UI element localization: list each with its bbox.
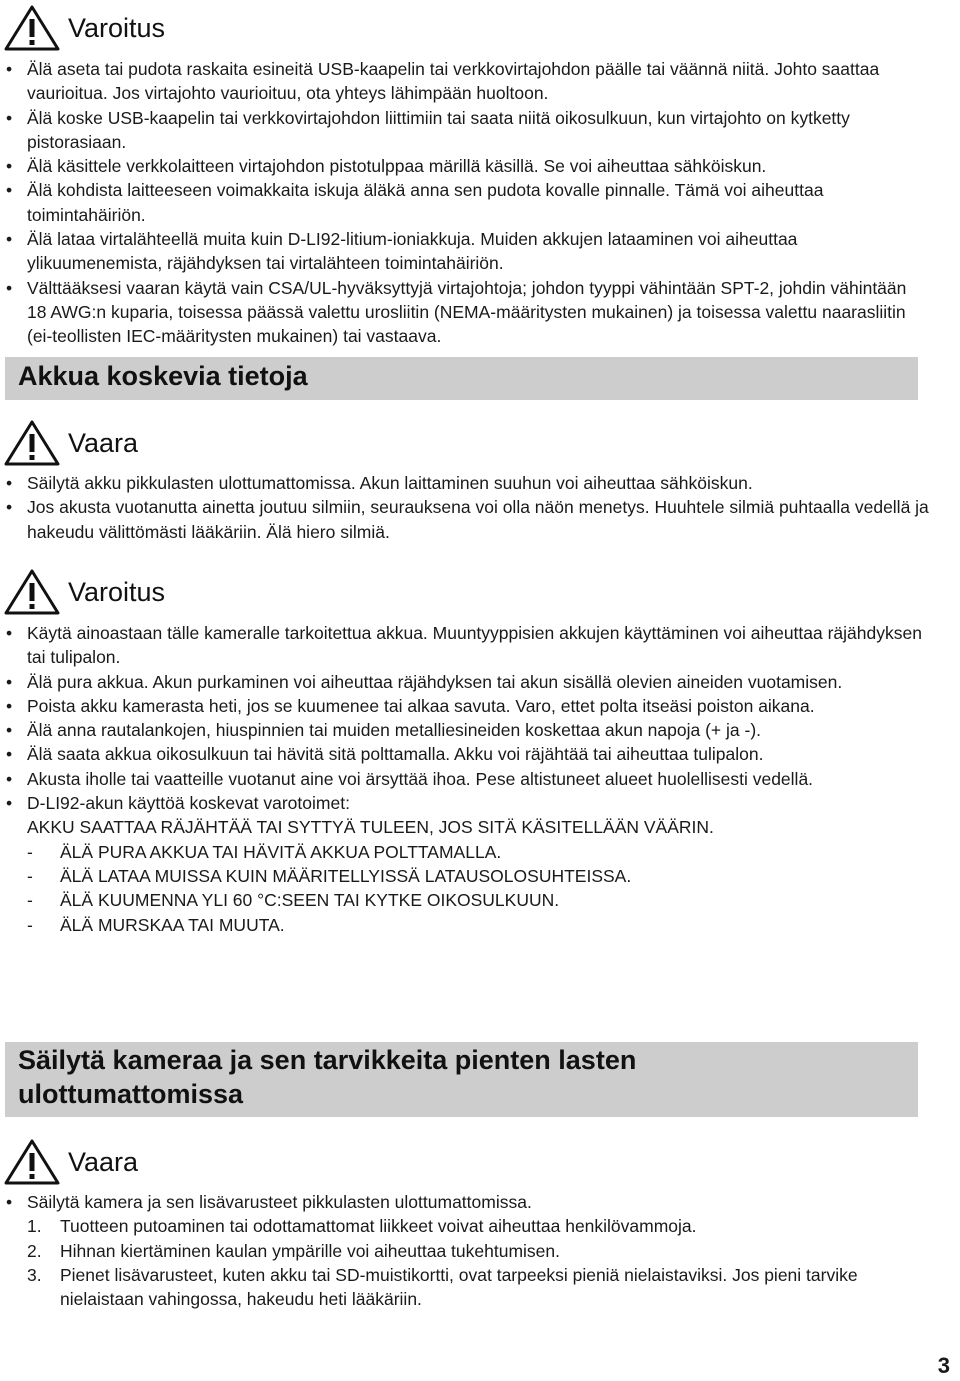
page-number: 3: [937, 1353, 950, 1378]
battery-danger-list: [0, 471, 930, 544]
list-item: • Älä koske USB-kaapelin tai verkkovirtajohdon liittimiin tai saata niitä oikosulkuun, kun virtajohto on kytketty pistorasiaan.: [6, 107, 850, 152]
list-item: • Säilytä kamera ja sen lisävarusteet pikkulasten ulottumattomissa.: [6, 1192, 532, 1212]
sub-item: - ÄLÄ LATAA MUISSA KUIN MÄÄRITELLYISSÄ LATAUSOLOSUHTEISSA.: [27, 865, 632, 886]
caps-warning: AKKU SAATTAA RÄJÄHTÄÄ TAI SYTTYÄ TULEEN, JOS SITÄ KÄSITELLÄÄN VÄÄRIN.: [27, 817, 714, 838]
battery-warning-list: [0, 621, 930, 937]
danger-title: Vaara: [68, 427, 139, 458]
list-item: • D-LI92-akun käyttöä koskevat varotoimet:: [6, 793, 350, 814]
list-item: • Älä aseta tai pudota raskaita esineitä USB-kaapelin tai verkkovirtajohdon päälle tai väännä niitä. Johto saattaa vaurioitua. Jos virtajohto vaurioituu, ota yhteys lähimpään huoltoon.: [6, 59, 880, 104]
numbered-item: 3. Pienet lisävarusteet, kuten akku tai SD-muistikortti, ovat tarpeeksi pieniä nielaistaviksi. Jos pieni tarvike nielaistaan vahingossa, hakeudu heti lääkäriin.: [27, 1264, 858, 1310]
section-title: Akkua koskevia tietoja: [18, 361, 308, 391]
list-item: • Jos akusta vuotanutta ainetta joutuu silmiin, seurauksena voi olla näön menetys. Huuhtele silmiä puhtaalla vedellä ja hakeudu välittömästi lääkäriin. Älä hiero silmiä.: [6, 497, 929, 542]
list-item: • Älä saata akkua oikosulkuun tai hävitä sitä polttamalla. Akku voi räjähtää tai aiheuttaa tulipalon.: [6, 744, 764, 765]
list-item: • Välttääksesi vaaran käytä vain CSA/UL-hyväksyttyjä virtajohtoja; johdon tyyppi vähintään SPT-2, johdin vähintään 18 AWG:n kuparia, toisessa päässä valettu urosliitin (NEMA-määritysten mukainen) ja toisessa valettu naarasliitin (ei-teollisten IEC-määritysten mukainen) tai vastaava.: [6, 277, 907, 347]
list-item: • Älä käsittele verkkolaitteen virtajohdon pistotulppaa märillä käsillä. Se voi aiheuttaa sähköiskun.: [6, 156, 767, 177]
list-item: • Käytä ainoastaan tälle kameralle tarkoitettua akkua. Muuntyyppisien akkujen käyttäminen voi aiheuttaa räjähdyksen tai tulipalon.: [6, 623, 922, 668]
section-title-line1: Säilytä kameraa ja sen tarvikkeita pienten lasten: [18, 1045, 637, 1075]
warning-triangle-icon: [4, 568, 60, 616]
warning-title: Varoitus: [68, 12, 166, 43]
warning-top-list: [0, 57, 930, 349]
warning-title: Varoitus: [68, 576, 166, 607]
warning-heading-top: [4, 3, 165, 53]
list-item: • Älä anna rautalankojen, hiuspinnien tai muiden metalliesineiden koskettaa akun napoja (+ ja -).: [6, 720, 762, 741]
danger-heading-battery: [4, 418, 138, 468]
section-title-line2: ulottumattomissa: [18, 1079, 244, 1109]
danger-title: Vaara: [68, 1146, 139, 1177]
sub-item: - ÄLÄ KUUMENNA YLI 60 °C:SEEN TAI KYTKE OIKOSULKUUN.: [27, 890, 560, 911]
sub-item: - ÄLÄ PURA AKKUA TAI HÄVITÄ AKKUA POLTTAMALLA.: [27, 841, 502, 862]
warning-triangle-icon: [4, 4, 60, 52]
list-item: • Älä pura akkua. Akun purkaminen voi aiheuttaa räjähdyksen tai akun sisällä olevien aineiden vuotamisen.: [6, 671, 843, 692]
list-item: • Älä kohdista laitteeseen voimakkaita iskuja äläkä anna sen pudota kovalle pinnalle. Tämä voi aiheuttaa toimintahäiriön.: [6, 180, 824, 225]
sub-item: - ÄLÄ MURSKAA TAI MUUTA.: [27, 914, 285, 935]
numbered-item: 1. Tuotteen putoaminen tai odottamattomat liikkeet voivat aiheuttaa henkilövammoja.: [27, 1216, 697, 1237]
numbered-item: 2. Hihnan kiertäminen kaulan ympärille voi aiheuttaa tukehtumisen.: [27, 1240, 560, 1261]
warning-triangle-icon: [4, 1138, 60, 1186]
list-item: • Älä lataa virtalähteellä muita kuin D-LI92-litium-ioniakkuja. Muiden akkujen lataaminen voi aiheuttaa ylikuumenemista, räjähdyksen tai virtalähteen toimintahäiriön.: [6, 229, 798, 274]
warning-heading-battery: [4, 567, 165, 617]
danger-heading-children: [4, 1137, 138, 1187]
section-heading-children: [5, 1042, 918, 1117]
section-heading-battery: [5, 357, 918, 400]
list-item: • Poista akku kamerasta heti, jos se kuumenee tai alkaa savuta. Varo, ettet polta itseäsi poiston aikana.: [6, 695, 815, 716]
list-item: • Akusta iholle tai vaatteille vuotanut aine voi ärsyttää ihoa. Pese altistuneet alueet huolellisesti vedellä.: [6, 768, 814, 789]
list-item: • Säilytä akku pikkulasten ulottumattomissa. Akun laittaminen suuhun voi aiheuttaa sähköiskun.: [6, 473, 753, 493]
warning-triangle-icon: [4, 419, 60, 467]
children-danger-list: [0, 1190, 930, 1311]
